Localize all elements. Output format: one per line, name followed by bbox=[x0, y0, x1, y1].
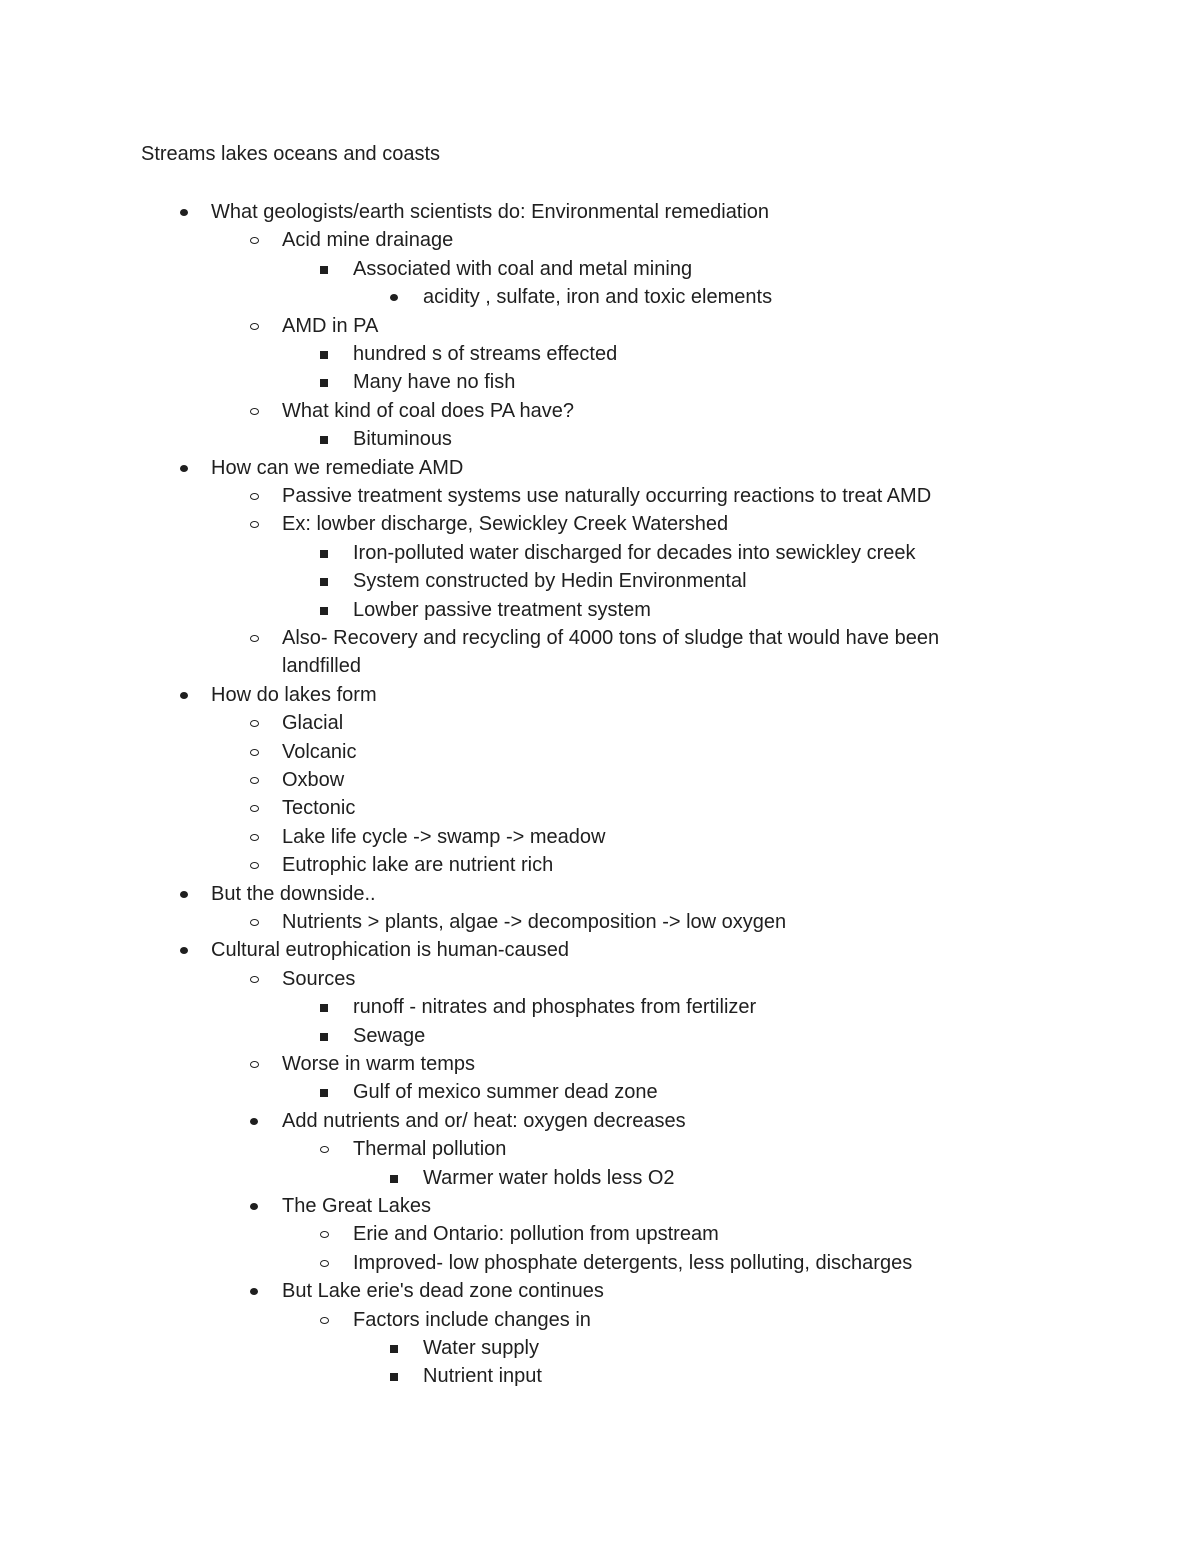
list-item-level-3: Gulf of mexico summer dead zone bbox=[353, 1081, 658, 1104]
bullet-circle-icon bbox=[250, 408, 259, 415]
list-item-level-2: Glacial bbox=[282, 712, 344, 735]
list-item-level-4: Warmer water holds less O2 bbox=[423, 1166, 675, 1189]
list-item-level-2: Add nutrients and or/ heat: oxygen decreases bbox=[282, 1109, 686, 1132]
list-item-level-2: Nutrients > plants, algae -> decomposition -> low oxygen bbox=[282, 911, 787, 933]
document-title: Streams lakes oceans and coasts bbox=[141, 143, 441, 165]
list-item-level-3: Sewage bbox=[353, 1024, 426, 1047]
bullet-square-icon bbox=[320, 607, 328, 615]
list-item-level-2: But Lake erie's dead zone continues bbox=[282, 1280, 604, 1303]
list-item-level-3: System constructed by Hedin Environmental bbox=[353, 570, 747, 593]
bullet-disc-icon bbox=[180, 947, 188, 954]
bullet-square-icon bbox=[320, 1004, 328, 1012]
bullet-circle-icon bbox=[250, 237, 259, 244]
bullet-square-icon bbox=[320, 351, 328, 359]
bullet-circle-icon bbox=[250, 862, 259, 869]
bullet-circle-icon bbox=[250, 1061, 259, 1068]
list-item-level-2: Tectonic bbox=[282, 797, 356, 820]
bullet-circle-icon bbox=[250, 919, 259, 926]
bullet-square-icon bbox=[390, 1373, 398, 1381]
bullet-disc-icon bbox=[180, 891, 188, 898]
bullet-square-icon bbox=[390, 1175, 398, 1183]
list-item-level-3: Lowber passive treatment system bbox=[353, 598, 651, 621]
list-item-level-2: Oxbow bbox=[282, 769, 345, 791]
list-item-level-3: Bituminous bbox=[353, 428, 452, 451]
list-item-level-4: Nutrient input bbox=[423, 1365, 542, 1388]
list-item-level-3: Factors include changes in bbox=[353, 1308, 591, 1331]
bullet-square-icon bbox=[320, 1089, 328, 1097]
bullet-circle-icon bbox=[320, 1146, 329, 1153]
bullet-disc-icon bbox=[180, 209, 188, 216]
list-item-level-2: Volcanic bbox=[282, 740, 357, 763]
bullet-circle-icon bbox=[250, 521, 259, 528]
list-item-level-2: What kind of coal does PA have? bbox=[282, 399, 575, 422]
list-item-level-3: Thermal pollution bbox=[353, 1138, 507, 1161]
list-item-level-3: Improved- low phosphate detergents, less polluting, discharges bbox=[353, 1251, 913, 1274]
list-item-level-2: The Great Lakes bbox=[282, 1195, 431, 1217]
list-item-level-2: Sources bbox=[282, 967, 356, 990]
list-item-level-1: Cultural eutrophication is human-caused bbox=[211, 939, 569, 962]
list-item-level-4: acidity , sulfate, iron and toxic elements bbox=[423, 286, 773, 309]
list-item-level-2: AMD in PA bbox=[282, 314, 379, 337]
bullet-square-icon bbox=[390, 1345, 398, 1353]
list-item-level-3: runoff - nitrates and phosphates from fertilizer bbox=[353, 996, 757, 1019]
list-item-level-1: What geologists/earth scientists do: Environmental remediation bbox=[211, 201, 770, 223]
bullet-disc-icon bbox=[180, 465, 188, 472]
bullet-circle-icon bbox=[320, 1317, 329, 1324]
list-item-level-1: How do lakes form bbox=[211, 683, 377, 706]
bullet-circle-icon bbox=[250, 323, 259, 330]
bullet-circle-icon bbox=[320, 1260, 329, 1267]
list-item-level-2: Passive treatment systems use naturally occurring reactions to treat AMD bbox=[282, 485, 932, 507]
list-item-level-3: Iron-polluted water discharged for decades into sewickley creek bbox=[353, 541, 916, 564]
bullet-square-icon bbox=[320, 550, 328, 558]
bullet-square-icon bbox=[320, 1033, 328, 1041]
bullet-circle-icon bbox=[250, 976, 259, 983]
bullet-disc-icon bbox=[250, 1288, 258, 1295]
bullet-square-icon bbox=[320, 578, 328, 586]
list-item-level-4: Water supply bbox=[423, 1337, 539, 1359]
bullet-circle-icon bbox=[320, 1231, 329, 1238]
list-item-continuation: landfilled bbox=[282, 655, 361, 678]
bullet-disc-icon bbox=[390, 294, 398, 301]
bullet-disc-icon bbox=[250, 1203, 258, 1210]
bullet-circle-icon bbox=[250, 805, 259, 812]
list-item-level-2: Ex: lowber discharge, Sewickley Creek Watershed bbox=[282, 513, 729, 536]
list-item-level-2: Worse in warm temps bbox=[282, 1053, 476, 1075]
bullet-disc-icon bbox=[250, 1118, 258, 1125]
list-item-level-3: hundred s of streams effected bbox=[353, 343, 618, 365]
list-item-level-2: Lake life cycle -> swamp -> meadow bbox=[282, 825, 606, 848]
bullet-circle-icon bbox=[250, 493, 259, 500]
list-item-level-2: Also- Recovery and recycling of 4000 tons of sludge that would have been bbox=[282, 627, 940, 649]
bullet-circle-icon bbox=[250, 749, 259, 756]
bullet-square-icon bbox=[320, 266, 328, 274]
bullet-circle-icon bbox=[250, 834, 259, 841]
bullet-disc-icon bbox=[180, 692, 188, 699]
bullet-circle-icon bbox=[250, 777, 259, 784]
list-item-level-2: Acid mine drainage bbox=[282, 229, 454, 252]
bullet-circle-icon bbox=[250, 635, 259, 642]
list-item-level-2: Eutrophic lake are nutrient rich bbox=[282, 854, 554, 877]
bullet-square-icon bbox=[320, 379, 328, 387]
list-item-level-3: Erie and Ontario: pollution from upstream bbox=[353, 1223, 719, 1246]
bullet-square-icon bbox=[320, 436, 328, 444]
list-item-level-3: Many have no fish bbox=[353, 371, 516, 394]
list-item-level-1: How can we remediate AMD bbox=[211, 456, 464, 479]
bullet-circle-icon bbox=[250, 720, 259, 727]
list-item-level-3: Associated with coal and metal mining bbox=[353, 257, 693, 280]
list-item-level-1: But the downside.. bbox=[211, 882, 376, 905]
